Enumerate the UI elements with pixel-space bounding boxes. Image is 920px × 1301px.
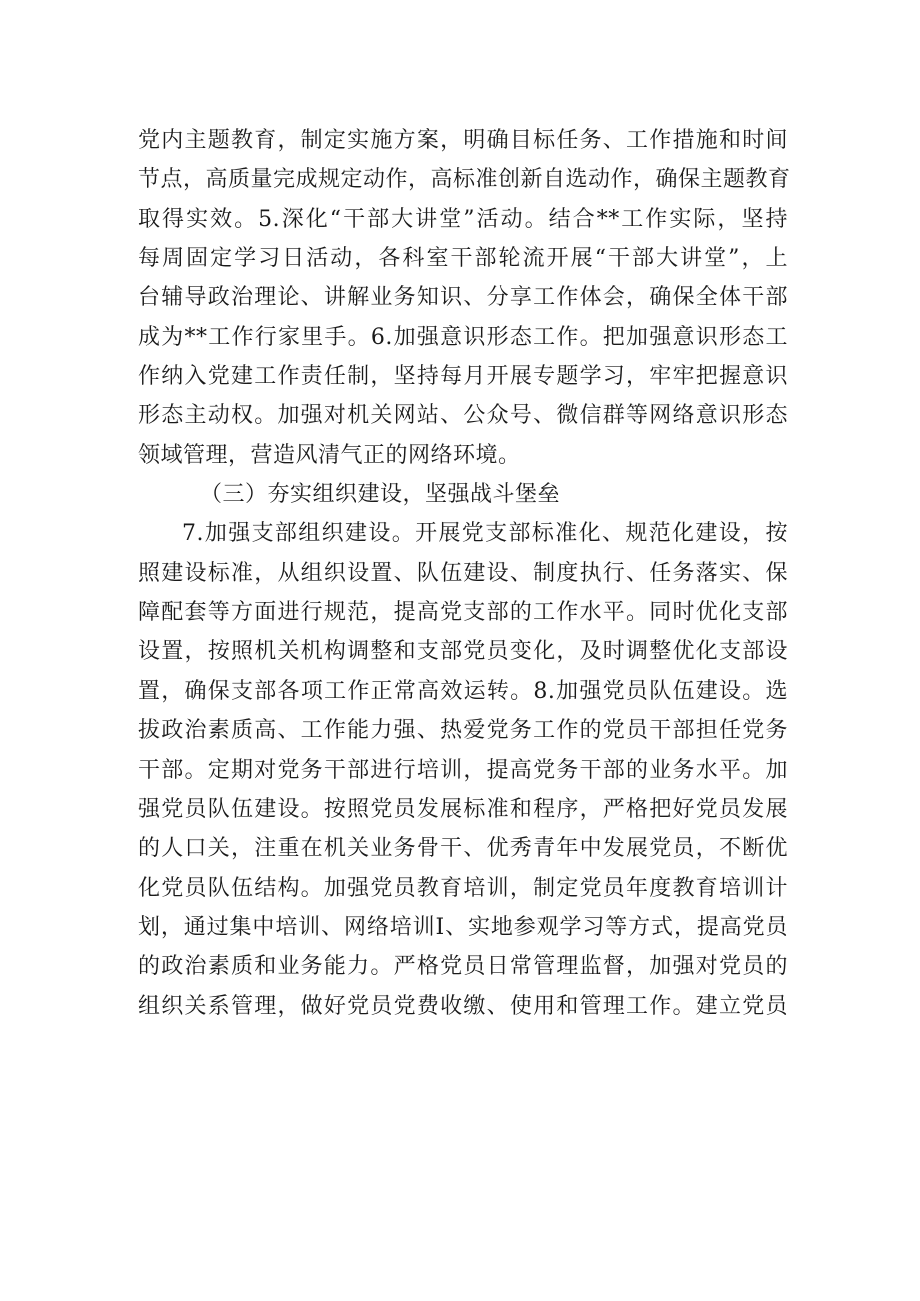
text-line: 组织关系管理，做好党员党费收缴、使用和管理工作。建立党员 (138, 993, 788, 1019)
text-line: 7.加强支部组织建设。开展党支部标准化、规范化建设，按 (182, 521, 788, 547)
text-line: 领域管理，营造风清气正的网络环境。 (138, 442, 521, 468)
text-line: 的人口关，注重在机关业务骨干、优秀青年中发展党员，不断优 (138, 836, 788, 862)
text-line: 台辅导政治理论、讲解业务知识、分享工作体会，确保全体干部 (138, 285, 788, 311)
text-line: 每周固定学习日活动，各科室干部轮流开展“干部大讲堂”，上 (138, 246, 788, 272)
text-line: 成为**工作行家里手。6.加强意识形态工作。把加强意识形态工 (138, 324, 788, 350)
text-line: 设置，按照机关机构调整和支部党员变化，及时调整优化支部设 (138, 639, 788, 665)
text-line: 形态主动权。加强对机关网站、公众号、微信群等网络意识形态 (138, 403, 788, 429)
document-body (138, 121, 791, 1026)
text-line: 干部。定期对党务干部进行培训，提高党务干部的业务水平。加 (138, 757, 788, 783)
text-line: 节点，高质量完成规定动作，高标准创新自选动作，确保主题教育 (138, 167, 791, 193)
paragraph-1 (138, 121, 791, 475)
text-line: 障配套等方面进行规范，提高党支部的工作水平。同时优化支部 (138, 600, 788, 626)
text-line: 作纳入党建工作责任制，坚持每月开展专题学习，牢牢把握意识 (138, 364, 788, 390)
text-line: 取得实效。5.深化“干部大讲堂”活动。结合**工作实际，坚持 (138, 206, 788, 232)
text-line: 拔政治素质高、工作能力强、热爱党务工作的党员干部担任党务 (138, 718, 788, 744)
text-line: 的政治素质和业务能力。严格党员日常管理监督，加强对党员的 (138, 954, 788, 980)
text-line: 照建设标准，从组织设置、队伍建设、制度执行、任务落实、保 (138, 560, 788, 586)
text-line: 化党员队伍结构。加强党员教育培训，制定党员年度教育培训计 (138, 875, 788, 901)
text-line: 置，确保支部各项工作正常高效运转。8.加强党员队伍建设。选 (138, 678, 788, 704)
text-line: 强党员队伍建设。按照党员发展标准和程序，严格把好党员发展 (138, 796, 788, 822)
section-heading: （三）夯实组织建设，坚强战斗堡垒 (200, 482, 561, 508)
text-line: 党内主题教育，制定实施方案，明确目标任务、工作措施和时间 (138, 128, 788, 153)
paragraph-2 (138, 514, 788, 1025)
text-line: 划，通过集中培训、网络培训I、实地参观学习等方式，提高党员 (138, 914, 788, 940)
